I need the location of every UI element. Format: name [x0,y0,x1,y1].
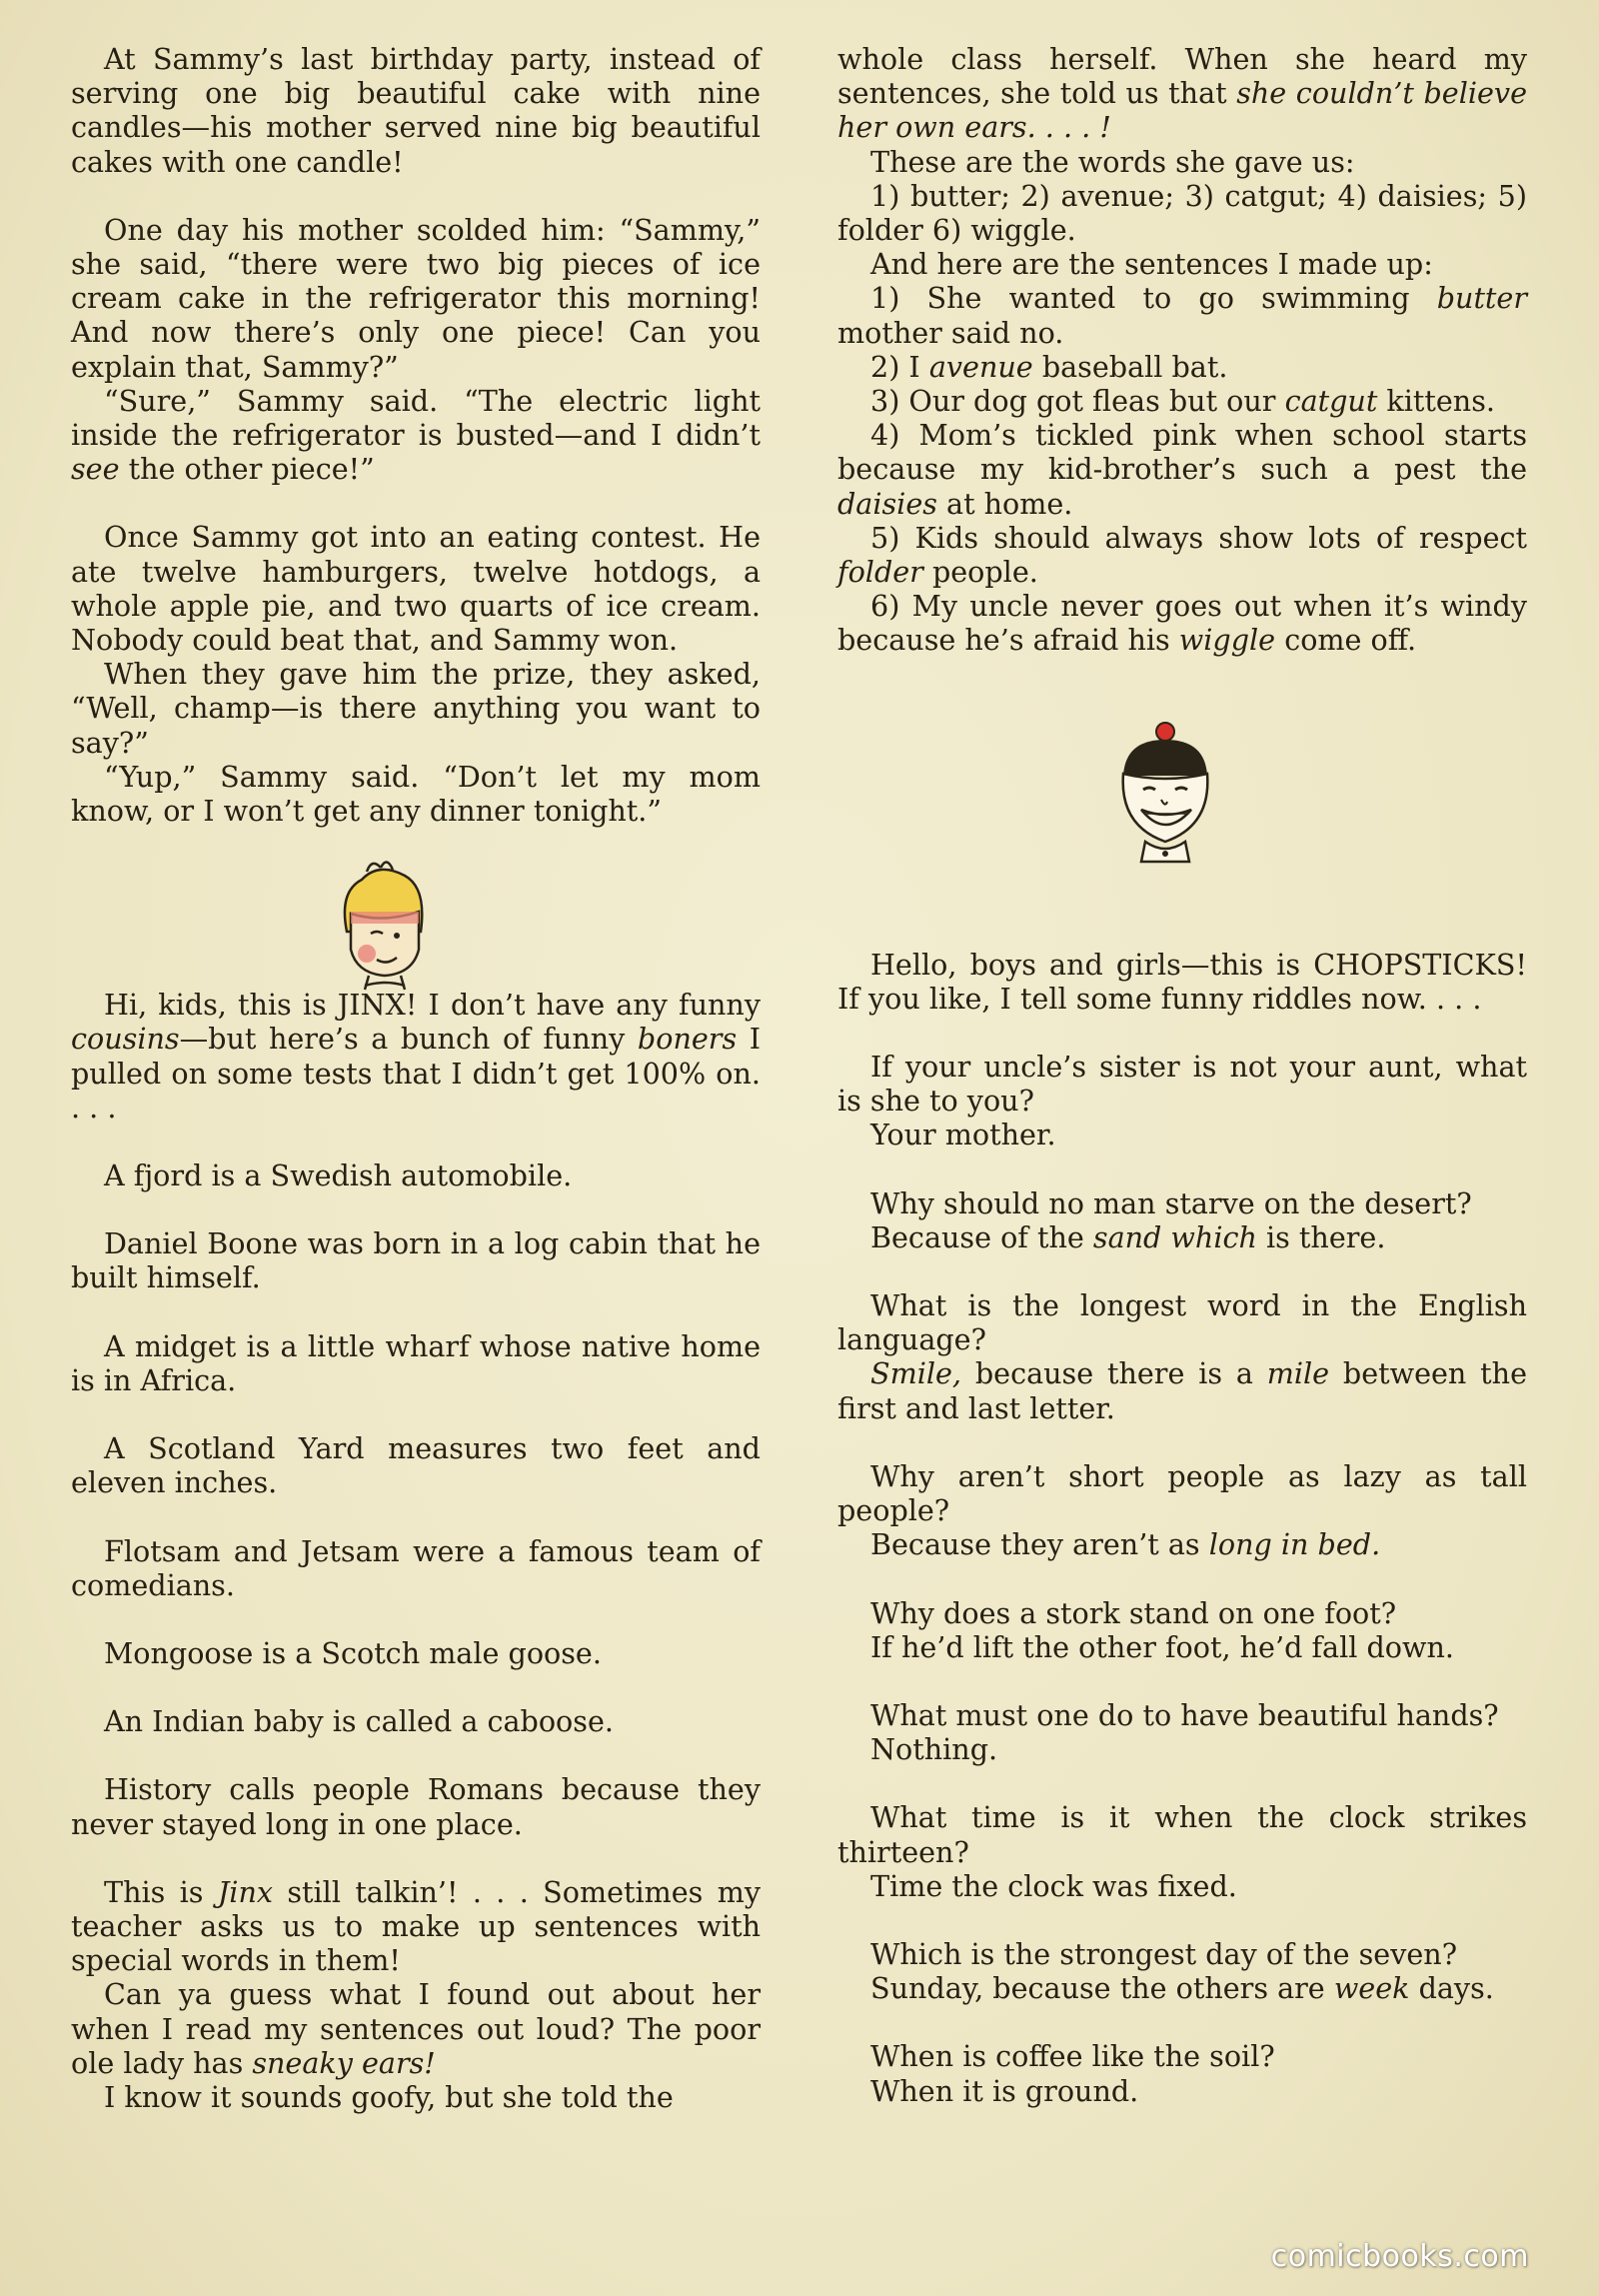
chopsticks-figure [837,658,1527,948]
paragraph: And here are the sentences I made up: [870,247,1433,282]
text-run: mother said no. [837,315,1064,350]
riddle-answer [837,1971,1527,2005]
text-run: the other piece!” [128,452,375,487]
riddle-question: When is coffee like the soil? [870,2039,1275,2074]
italic-word: sneaky ears! [252,2045,436,2080]
text-run: still talkin’! . . . Sometimes my teacher asks us to make up sentences with special words in them! [71,1874,761,1978]
text-run: 4) Mom’s tickled pink when school starts because my kid-brother’s such a pest the [837,418,1527,487]
text-run: Can ya guess what I found out about her when I read my sentences out loud? The poor ole lady has [71,1977,761,2080]
riddle-answer [837,1527,1527,1561]
right-column [837,42,1527,2108]
boner-item: A fjord is a Swedish automobile. [104,1158,573,1193]
riddle-question: What time is it when the clock strikes thirteen? [837,1800,1527,1869]
paragraph [71,988,761,1125]
paragraph: One day his mother scolded him: “Sammy,” she said, “there were two big pieces of ice cream cake in the refrigerator this morning! And now there’s only one piece! Can you explain that, Sammy?” [71,212,761,384]
italic-word: Jinx [217,1874,273,1909]
italic-word: folder [837,555,923,590]
paragraph: When they gave him the prize, they asked, “Well, champ—is there anything you want to say?” [71,657,761,760]
watermark: comicbooks.com [1270,2239,1529,2274]
text-run: days. [1418,1971,1494,2006]
text-run: Sunday, because the others are [870,1971,1325,2006]
text-run: Hi, kids, this is JINX! I don’t have any funny [104,988,761,1023]
text-run: because there is a [974,1356,1253,1391]
paragraph [71,1977,761,2080]
italic-word: Smile, [870,1356,962,1391]
text-run: Because they aren’t as [870,1527,1200,1562]
left-column [71,42,761,2114]
italic-word: see [71,452,120,487]
riddle-question: If your uncle’s sister is not your aunt, what is she to you? [837,1050,1527,1119]
riddle-question: What is the longest word in the English language? [837,1288,1527,1357]
riddle-question: Why aren’t short people as lazy as tall people? [837,1458,1527,1528]
jinx-character-icon [317,852,447,992]
boner-item: A Scotland Yard measures two feet and eleven inches. [71,1431,761,1500]
boner-item: Mongoose is a Scotch male goose. [104,1635,602,1670]
italic-phrase: sand which [1092,1219,1257,1254]
paragraph: “Yup,” Sammy said. “Don’t let my mom know, or I won’t get any dinner tonight.” [71,759,761,829]
text-run: baseball bat. [1041,349,1228,384]
paragraph [71,1875,761,1978]
italic-phrase: long in bed. [1208,1527,1381,1562]
italic-word: butter [1436,281,1528,316]
word-list: 1) butter; 2) avenue; 3) catgut; 4) daisies; 5) folder 6) wiggle. [837,178,1527,248]
riddle-answer: If he’d lift the other foot, he’d fall down. [870,1629,1454,1664]
sentence-item [837,350,1527,384]
text-run: “Sure,” Sammy said. “The electric light inside the refrigerator is busted—and I didn’t [71,383,761,453]
riddle-answer: Time the clock was fixed. [870,1868,1237,1903]
sentence-item [837,418,1527,521]
riddle-question: What must one do to have beautiful hands? [870,1697,1499,1732]
sentence-item [837,384,1527,418]
boner-item: Daniel Boone was born in a log cabin that he built himself. [71,1226,761,1295]
jinx-figure [71,828,761,988]
italic-phrase: she couldn’t believe her own ears. . . . ! [837,76,1527,145]
riddle-answer: Nothing. [870,1732,998,1767]
italic-word: week [1333,1971,1410,2006]
boner-item: An Indian baby is called a caboose. [104,1704,614,1739]
riddle-question: Why should no man starve on the desert? [870,1185,1472,1220]
riddle-answer [837,1356,1527,1424]
paragraph [837,42,1527,145]
riddle-question: Why does a stork stand on one foot? [870,1595,1397,1630]
boner-item: A midget is a little wharf whose native home is in Africa. [71,1328,761,1397]
boner-item: History calls people Romans because they never stayed long in one place. [71,1772,761,1841]
paragraph [71,384,761,487]
text-run: 6) My uncle never goes out when it’s windy because he’s afraid his [837,589,1527,658]
paragraph: I know it sounds goofy, but she told the [104,2079,674,2114]
text-run: Because of the [870,1219,1084,1254]
italic-word: avenue [928,349,1033,384]
sentence-item [837,281,1527,349]
text-run: come off. [1284,623,1417,658]
text-run: 3) Our dog got fleas but our [870,384,1276,419]
italic-word: wiggle [1178,623,1276,658]
italic-word: cousins [71,1022,180,1057]
text-run: people. [931,555,1038,590]
text-run: 5) Kids should always show lots of respect [870,520,1527,555]
sentence-item [837,589,1527,657]
text-run: 2) I [870,349,920,384]
riddle-answer: Your mother. [870,1118,1056,1152]
text-run: kittens. [1386,384,1495,419]
paragraph: Once Sammy got into an eating contest. He ate twelve hamburgers, twelve hotdogs, a whole apple pie, and two quarts of ice cream. Nobody could beat that, and Sammy won. [71,520,761,658]
italic-word: daisies [837,486,937,521]
sentence-item [837,521,1527,589]
text-run: is there. [1266,1219,1386,1254]
text-run: at home. [946,486,1073,521]
chopsticks-character-icon [1095,716,1235,876]
text-run: I pulled on some tests that I didn’t get 100% on. . . . [71,1022,761,1125]
riddle-answer: When it is ground. [870,2073,1139,2108]
boner-item: Flotsam and Jetsam were a famous team of comedians. [71,1533,761,1602]
riddle-question: Which is the strongest day of the seven? [870,1936,1458,1971]
paragraph: Hello, boys and girls—this is CHOPSTICKS! If you like, I tell some funny riddles now. . . . [837,947,1527,1016]
text-run: 1) She wanted to go swimming [870,281,1410,316]
italic-word: boners [637,1022,738,1057]
paragraph: These are the words she gave us: [870,144,1355,179]
italic-word: mile [1266,1356,1330,1391]
text-run: —but here’s a bunch of funny [179,1022,626,1057]
italic-word: catgut [1284,384,1378,419]
paragraph: At Sammy’s last birthday party, instead of serving one big beautiful cake with nine candles—his mother served nine big beautiful cakes with one candle! [71,42,761,179]
text-run: whole class herself. When she heard my sentences, she told us that [837,42,1527,111]
riddle-answer [837,1220,1527,1254]
text-run: between the first and last letter. [837,1356,1527,1425]
text-run: This is [104,1874,204,1909]
